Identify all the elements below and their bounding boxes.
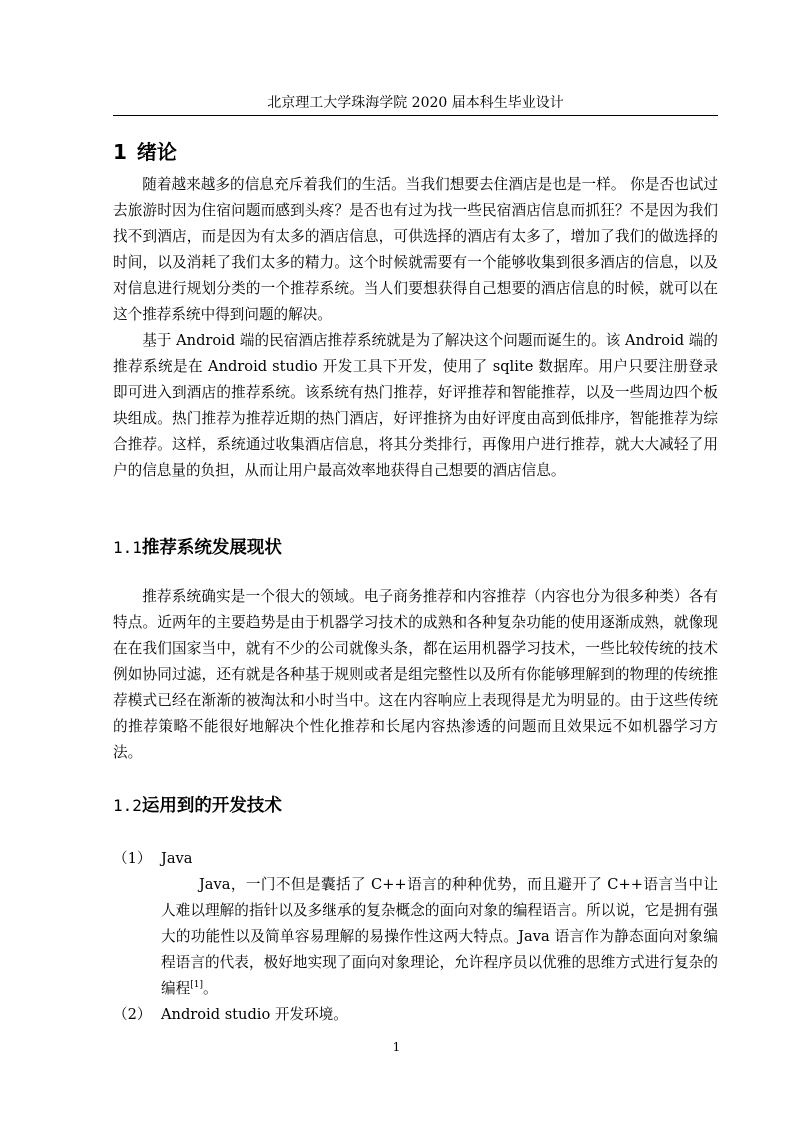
section-heading-1-1 — [113, 536, 282, 560]
header-rule — [113, 115, 718, 116]
section-1-1-paragraph: 推荐系统确实是一个很大的领域。电子商务推荐和内容推荐（内容也分为很多种类）各有特点。近两年的主要趋势是由于机器学习技术的成熟和各种复杂功能的使用逐渐成熟，就像现在在我们国家当中，就有不少的公司就像头条，都在运用机器学习技术，一些比较传统的技术例如协同过滤，还有就是各种基于规则或者是组完整性以及所有你能够理解到的物理的传统推荐模式已经在渐渐的被淘汰和小时当中。这在内容响应上表现得是尤为明显的。由于这些传统的推荐策略不能很好地解决个性化推荐和长尾内容热渗透的问题而且效果远不如机器学习方法。 — [113, 588, 718, 761]
intro-paragraph-2: 基于 Android 端的民宿酒店推荐系统就是为了解决这个问题而诞生的。该 Android 端的推荐系统是在 Android studio 开发工具下开发，使用了 sqlite 数据库。用户只要注册登录即可进入到酒店的推荐系统。该系统有热门推荐，好评推荐和智能推荐，以及一些周边四个板块组成。热门推荐为推荐近期的热门酒店，好评推挤为由好评度由高到低排序，智能推荐为综合推荐。这样，系统通过收集酒店信息，将其分类排行，再像用户进行推荐，就大大减轻了用户的信息量的负担，从而让用户最高效率地获得自己想要的酒店信息。 — [113, 332, 718, 479]
chapter-heading — [113, 139, 177, 165]
section-heading-1-2 — [113, 794, 282, 818]
sentence-end: 。 — [202, 980, 218, 997]
java-description — [161, 872, 718, 1002]
citation: [1] — [190, 980, 203, 991]
page-header: 北京理工大学珠海学院 2020 届本科生毕业设计 — [267, 95, 564, 111]
section-number: 1.2 — [113, 796, 142, 815]
list-marker: （1） — [113, 850, 152, 867]
chapter-number: 1 — [113, 140, 127, 164]
page-number: 1 — [392, 1040, 401, 1054]
list-marker: （2） — [113, 1006, 152, 1023]
java-description-text: Java，一门不但是囊括了 C++语言的种种优势，而且避开了 C++语言当中让人难以理解的指针以及多继承的复杂概念的面向对象的编程语言。所以说，它是拥有强大的功能性以及简单容易理解的易操作性这两大特点。Java 语言作为静态面向对象编程语言的代表，极好地实现了面向对象理论，允许程序员以优雅的思维方式进行复杂的编程 — [161, 876, 718, 997]
list-item-android-studio — [113, 1002, 718, 1028]
section-title: 推荐系统发展现状 — [141, 538, 282, 558]
list-item-label: Android studio 开发环境。 — [161, 1006, 348, 1023]
list-item-label: Java — [161, 850, 193, 867]
section-number: 1.1 — [113, 538, 142, 557]
section-title: 运用到的开发技术 — [141, 796, 282, 816]
intro-paragraph-1: 随着越来越多的信息充斥着我们的生活。当我们想要去住酒店是也是一样。 你是否也试过去旅游时因为住宿问题而感到头疼？是否也有过为找一些民宿酒店信息而抓狂？不是因为我们找不到酒店，而是因为有太多的酒店信息，可供选择的酒店有太多了，增加了我们的做选择的时间，以及消耗了我们太多的精力。这个时候就需要有一个能够收集到很多酒店的信息，以及对信息进行规划分类的一个推荐系统。当人们要想获得自己想要的酒店信息的时候，就可以在这个推荐系统中得到问题的解决。 — [113, 176, 718, 323]
list-item-java — [113, 846, 718, 872]
chapter-title: 绪论 — [136, 140, 177, 164]
